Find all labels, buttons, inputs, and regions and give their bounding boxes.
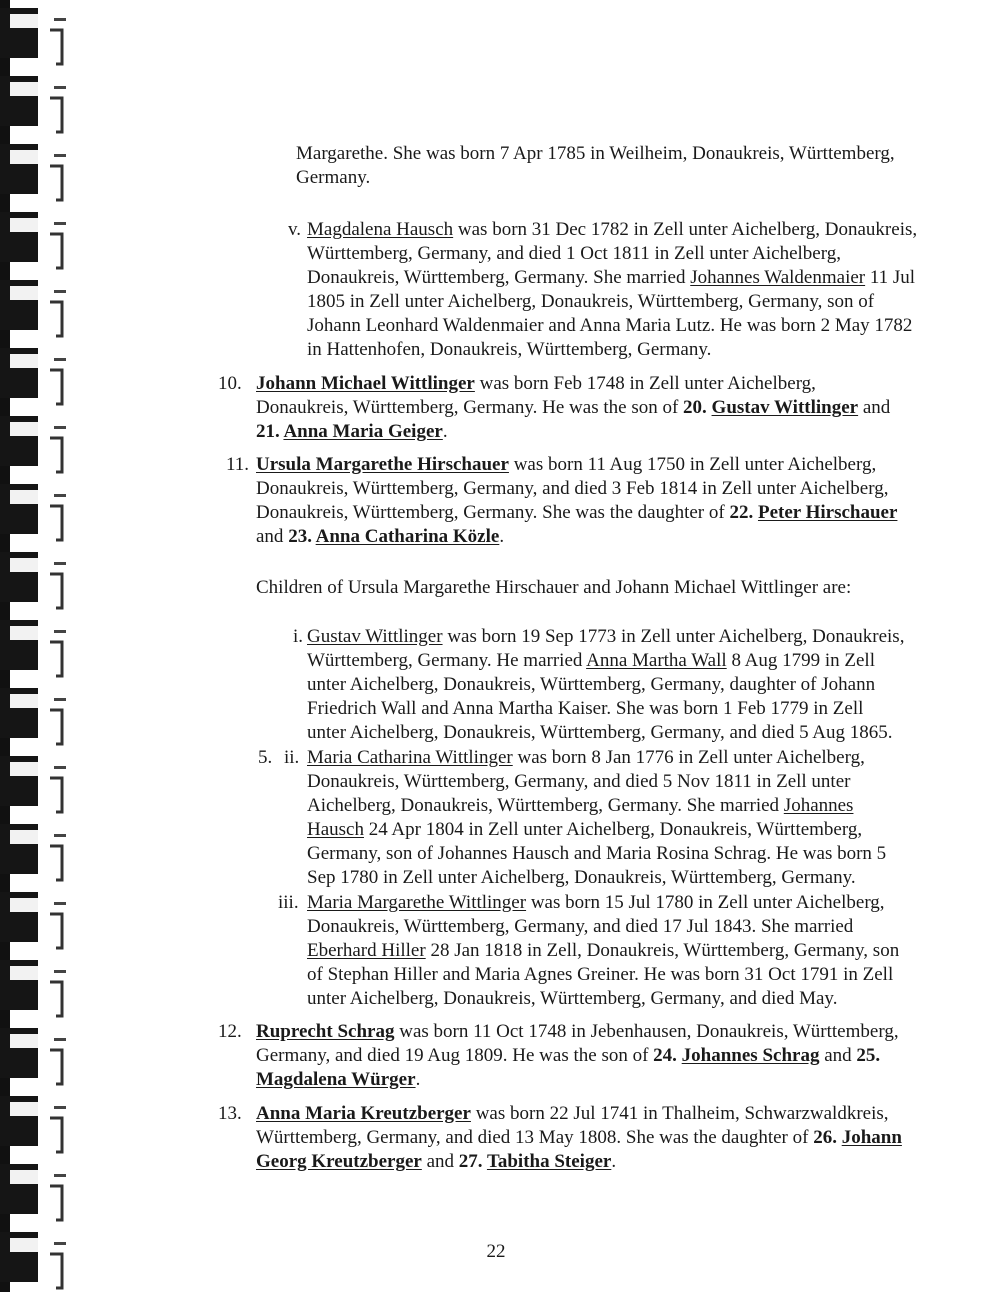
text-run: Sep 1780 in Zell unter Aichelberg, Donaukreis, Württemberg, Germany. bbox=[307, 867, 856, 888]
entry-number: ii. bbox=[284, 747, 300, 768]
page-number: 22 bbox=[486, 1241, 506, 1262]
text-run: Donaukreis, Württemberg, Germany. He was the son of bbox=[256, 397, 684, 418]
text-run: Germany, son of Johannes Hausch and Maria Rosina Schrag. He was born 5 bbox=[307, 843, 887, 864]
text-line bbox=[307, 939, 899, 963]
entry-number: iii. bbox=[278, 892, 299, 913]
person-link[interactable]: Anna Maria Geiger bbox=[283, 421, 443, 442]
text-run: Donaukreis, Württemberg, Germany, and died 3 Feb 1814 in Zell unter Aichelberg, bbox=[256, 478, 889, 499]
text-line bbox=[307, 842, 886, 866]
text-line bbox=[307, 866, 856, 890]
person-link[interactable]: Eberhard Hiller bbox=[307, 940, 426, 961]
person-link[interactable]: Maria Catharina Wittlinger bbox=[307, 747, 513, 768]
text-run: Aichelberg, Donaukreis, Württemberg, Germany. She married bbox=[307, 795, 784, 816]
person-link[interactable]: Magdalena Hausch bbox=[307, 219, 454, 240]
text-line bbox=[256, 1126, 902, 1150]
person-link[interactable]: Magdalena Würger bbox=[256, 1069, 416, 1090]
text-run: 26. bbox=[813, 1127, 842, 1148]
person-link[interactable]: Johann Michael Wittlinger bbox=[256, 373, 475, 394]
text-run: 20. bbox=[683, 397, 712, 418]
text-run: 11 Jul bbox=[865, 267, 916, 288]
text-run: 22. bbox=[729, 502, 758, 523]
entry-number: i. bbox=[293, 626, 304, 647]
text-line bbox=[256, 420, 448, 444]
text-run: . bbox=[499, 526, 505, 547]
text-run: 25. bbox=[856, 1045, 881, 1066]
text-line bbox=[256, 576, 851, 600]
text-line bbox=[307, 314, 912, 338]
text-run: . bbox=[611, 1151, 617, 1172]
text-run: Johann Leonhard Waldenmaier and Anna Maria Lutz. He was born 2 May 1782 bbox=[307, 315, 913, 336]
text-run: Germany. bbox=[296, 167, 371, 188]
person-link[interactable]: Gustav Wittlinger bbox=[711, 397, 859, 418]
text-run: . bbox=[442, 421, 448, 442]
text-line bbox=[307, 649, 875, 673]
text-line bbox=[307, 963, 893, 987]
text-run: unter Aichelberg, Donaukreis, Württemberg, Germany, and died May. bbox=[307, 988, 838, 1009]
text-run: 24. bbox=[653, 1045, 682, 1066]
text-run: 23. bbox=[288, 526, 316, 547]
text-line bbox=[307, 266, 915, 290]
text-run: Children of Ursula Margarethe Hirschauer and Johann Michael Wittlinger are: bbox=[256, 577, 852, 598]
text-run: unter Aichelberg, Donaukreis, Württemberg, Germany, and died 5 Aug 1865. bbox=[307, 722, 893, 743]
text-line bbox=[307, 915, 853, 939]
entry-number: v. bbox=[288, 219, 302, 240]
text-line bbox=[307, 770, 850, 794]
entry-number: 10. bbox=[218, 373, 242, 394]
text-line bbox=[307, 818, 862, 842]
text-run: of Stephan Hiller and Maria Agnes Greiner. He was born 31 Oct 1791 in Zell bbox=[307, 964, 894, 985]
person-link[interactable]: Gustav Wittlinger bbox=[307, 626, 443, 647]
text-run: was born 22 Jul 1741 in Thalheim, Schwarzwaldkreis, bbox=[470, 1103, 889, 1124]
text-run: 24 Apr 1804 in Zell unter Aichelberg, Donaukreis, Württemberg, bbox=[363, 819, 863, 840]
text-run: Donaukreis, Württemberg, Germany, and died 5 Nov 1811 in Zell unter bbox=[307, 771, 851, 792]
text-line bbox=[256, 501, 897, 525]
text-run: and bbox=[256, 526, 289, 547]
text-run: was born 11 Oct 1748 in Jebenhausen, Donaukreis, Württemberg, bbox=[394, 1021, 899, 1042]
text-run: Donaukreis, Württemberg, Germany. She was the daughter of bbox=[256, 502, 730, 523]
person-link[interactable]: Ursula Margarethe Hirschauer bbox=[256, 454, 509, 475]
text-run: Germany, and died 19 Aug 1809. He was the son of bbox=[256, 1045, 654, 1066]
text-line bbox=[256, 1102, 889, 1126]
text-line bbox=[307, 338, 711, 362]
text-line bbox=[256, 477, 888, 501]
text-line bbox=[307, 625, 904, 649]
text-line bbox=[307, 891, 885, 915]
text-run: was born 8 Jan 1776 in Zell unter Aichelberg, bbox=[512, 747, 865, 768]
text-run: 28 Jan 1818 in Zell, Donaukreis, Württemberg, Germany, son bbox=[425, 940, 900, 961]
person-link[interactable]: Maria Margarethe Wittlinger bbox=[307, 892, 527, 913]
text-run: was born 11 Aug 1750 in Zell unter Aichelberg, bbox=[508, 454, 877, 475]
entry-number: 13. bbox=[218, 1103, 242, 1124]
text-run: Württemberg, Germany, and died 1 Oct 1811 in Zell unter Aichelberg, bbox=[307, 243, 841, 264]
text-line bbox=[307, 697, 863, 721]
text-line bbox=[307, 794, 853, 818]
entry-number: 12. bbox=[218, 1021, 242, 1042]
text-line bbox=[256, 1150, 616, 1174]
person-link[interactable]: Tabitha Steiger bbox=[486, 1151, 612, 1172]
person-link[interactable]: Georg Kreutzberger bbox=[256, 1151, 422, 1172]
entry-number: 5. bbox=[258, 747, 273, 768]
text-run: Donaukreis, Württemberg, Germany. She married bbox=[307, 267, 691, 288]
text-run: 8 Aug 1799 in Zell bbox=[726, 650, 875, 671]
text-line bbox=[307, 218, 917, 242]
text-line bbox=[307, 673, 875, 697]
text-run: . bbox=[415, 1069, 421, 1090]
text-line bbox=[296, 166, 370, 190]
text-run: Württemberg, Germany. He married bbox=[307, 650, 587, 671]
text-run: Margarethe. She was born 7 Apr 1785 in Weilheim, Donaukreis, Württemberg, bbox=[296, 143, 895, 164]
text-run: was born Feb 1748 in Zell unter Aichelberg, bbox=[474, 373, 816, 394]
text-line bbox=[307, 290, 874, 314]
text-run: and bbox=[858, 397, 891, 418]
text-line bbox=[256, 372, 816, 396]
text-line bbox=[256, 1044, 880, 1068]
person-link[interactable]: Anna Maria Kreutzberger bbox=[256, 1103, 471, 1124]
text-line bbox=[307, 987, 837, 1011]
entry-number: 11. bbox=[226, 454, 250, 475]
text-run: Friedrich Wall and Anna Martha Kaiser. She was born 1 Feb 1779 in Zell bbox=[307, 698, 864, 719]
text-run: 21. bbox=[256, 421, 284, 442]
text-line bbox=[307, 721, 893, 745]
text-line bbox=[256, 396, 890, 420]
text-run: unter Aichelberg, Donaukreis, Württemberg, Germany, daughter of Johann bbox=[307, 674, 876, 695]
text-run: was born 31 Dec 1782 in Zell unter Aichelberg, Donaukreis, bbox=[453, 219, 918, 240]
person-link[interactable]: Anna Catharina Közle bbox=[315, 526, 500, 547]
person-link[interactable]: Ruprecht Schrag bbox=[256, 1021, 395, 1042]
person-link[interactable]: Johannes bbox=[783, 795, 854, 816]
text-run: 1805 in Zell unter Aichelberg, Donaukreis, Württemberg, Germany, son of bbox=[307, 291, 875, 312]
person-link[interactable]: Hausch bbox=[307, 819, 364, 840]
text-run: and bbox=[421, 1151, 459, 1172]
text-line bbox=[256, 453, 876, 477]
text-line bbox=[256, 525, 504, 549]
text-run: was born 15 Jul 1780 in Zell unter Aichelberg, bbox=[526, 892, 885, 913]
text-run: was born 19 Sep 1773 in Zell unter Aichelberg, Donaukreis, bbox=[442, 626, 905, 647]
text-run: 27. bbox=[458, 1151, 487, 1172]
text-line bbox=[307, 242, 841, 266]
text-run: and bbox=[819, 1045, 857, 1066]
text-line bbox=[256, 1068, 420, 1092]
text-run: Donaukreis, Württemberg, Germany, and died 17 Jul 1843. She married bbox=[307, 916, 854, 937]
text-line bbox=[307, 746, 865, 770]
person-link[interactable]: Johann bbox=[841, 1127, 902, 1148]
person-link[interactable]: Peter Hirschauer bbox=[757, 502, 898, 523]
person-link[interactable]: Johannes Schrag bbox=[681, 1045, 820, 1066]
text-run: Württemberg, Germany, and died 13 May 1808. She was the daughter of bbox=[256, 1127, 814, 1148]
text-run: in Hattenhofen, Donaukreis, Württemberg, Germany. bbox=[307, 339, 712, 360]
text-line bbox=[256, 1020, 899, 1044]
text-line bbox=[296, 142, 895, 166]
person-link[interactable]: Anna Martha Wall bbox=[586, 650, 727, 671]
person-link[interactable]: Johannes Waldenmaier bbox=[690, 267, 866, 288]
